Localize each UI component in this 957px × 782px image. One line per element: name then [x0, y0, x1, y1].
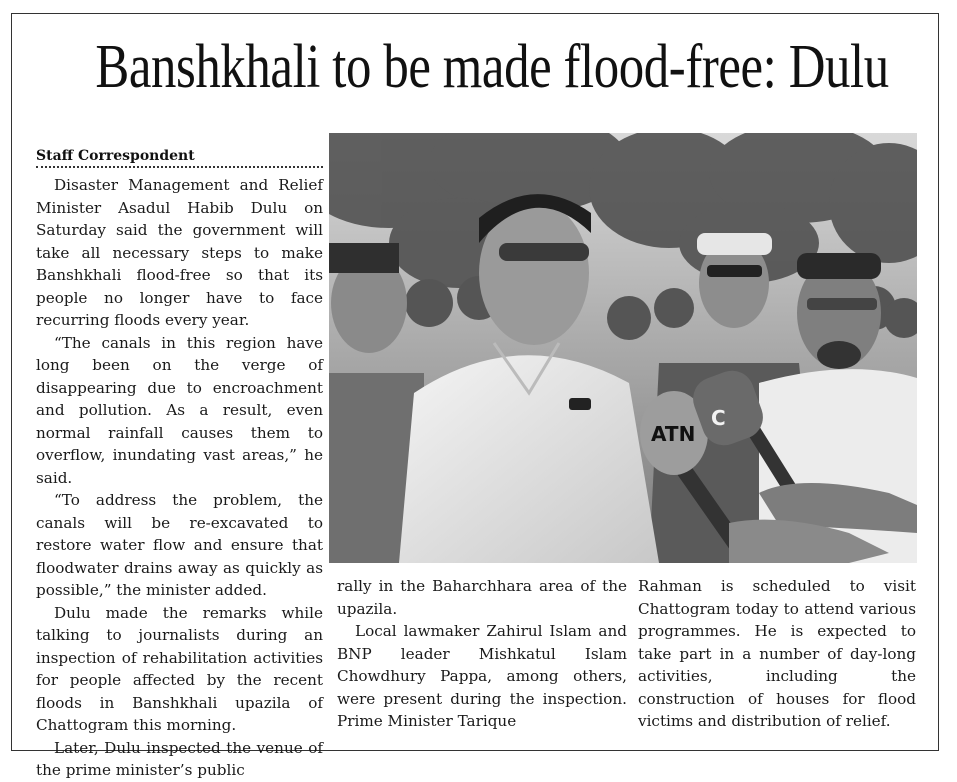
column-2 — [337, 575, 627, 733]
paragraph: Local lawmaker Zahirul Islam and BNP leader Mishkatul Islam Chowdhury Pappa, among others, were present during the inspection. Prime Minister Tarique — [337, 622, 627, 730]
column-3 — [638, 575, 916, 733]
paragraph: rally in the Baharchhara area of the upazila. — [337, 577, 627, 618]
byline: Staff Correspondent — [36, 148, 323, 168]
paragraph: Disaster Management and Relief Minister Asadul Habib Dulu on Saturday said the government will take all necessary steps to make Banshkhali flood-free so that its people no longer have to face recurring floods every year. — [36, 176, 323, 329]
paragraph: Dulu made the remarks while talking to journalists during an inspection of rehabilitation activities for people affected by the recent floods in Banshkhali upazila of Chattogram this morning. — [36, 603, 323, 734]
column-1 — [36, 174, 323, 782]
paragraph: “The canals in this region have long been on the verge of disappearing due to encroachment and pollution. As a result, even normal rainfall causes them to overflow, inundating vast areas,” he said. — [36, 333, 323, 487]
paragraph: Rahman is scheduled to visit Chattogram today to attend various programmes. He is expected to take part in a number of day-long activities, including the construction of houses for flood victims and distribution of relief. — [638, 577, 916, 730]
news-photo — [329, 133, 917, 563]
mic-label: C — [711, 406, 726, 430]
headline: Banshkhali to be made flood-free: Dulu — [95, 33, 889, 101]
paragraph: “To address the problem, the canals will be re-excavated to restore water flow and ensure that floodwater drains away as quickly as possible,” the minister added. — [36, 491, 323, 599]
paragraph: Later, Dulu inspected the venue of the prime minister’s public — [36, 738, 323, 779]
article-frame — [11, 13, 939, 779]
mic-label: ATN — [651, 422, 696, 446]
